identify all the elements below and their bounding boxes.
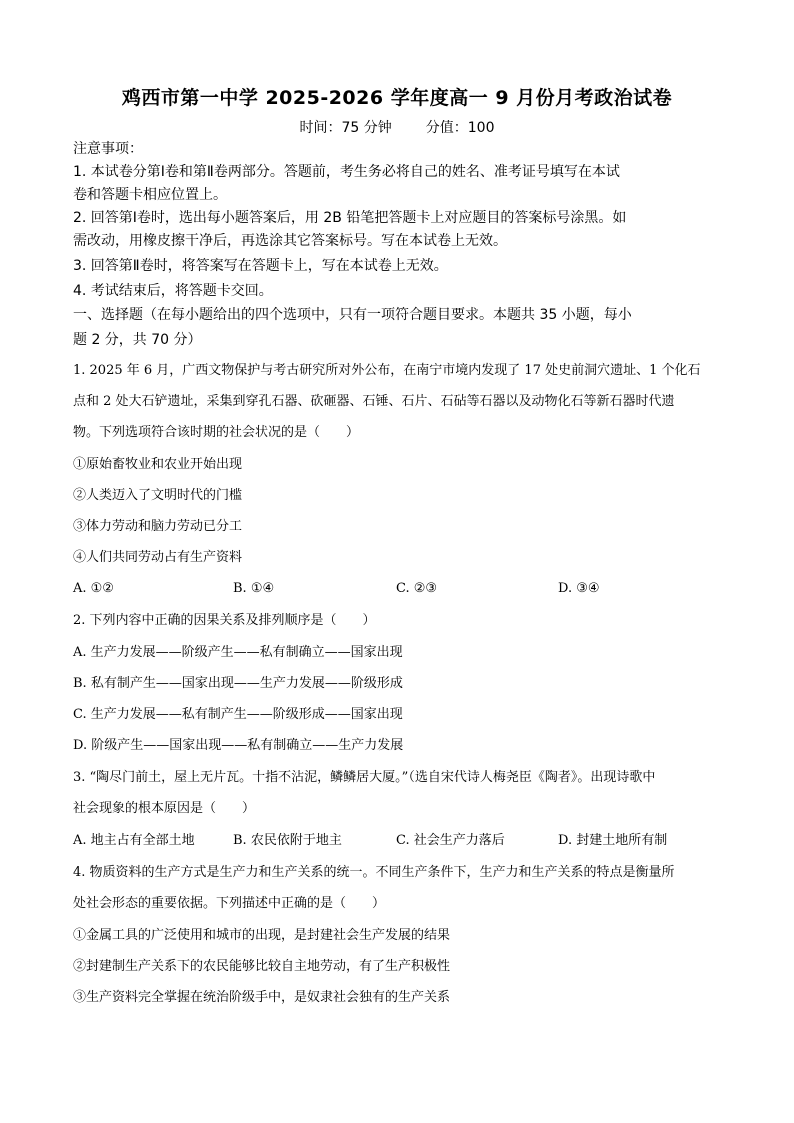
section-heading-cont: 题 2 分，共 70 分） <box>73 332 202 348</box>
q1-option-d: D. ③④ <box>558 581 600 596</box>
q2-stem: 2. 下列内容中正确的因果关系及排列顺序是（ ） <box>73 613 376 628</box>
section-heading: 一、选择题（在每小题给出的四个选项中，只有一项符合题目要求。本题共 35 小题，每小 <box>73 307 632 323</box>
q2-option-d: D. 阶级产生——国家出现——私有制确立——生产力发展 <box>73 738 404 753</box>
notes-heading: 注意事项： <box>73 141 143 157</box>
q4-item: ③生产资料完全掌握在统治阶级手中，是奴隶社会独有的生产关系 <box>73 990 451 1005</box>
note-line: 需改动，用橡皮擦干净后，再选涂其它答案标号。写在本试卷上无效。 <box>73 233 507 249</box>
note-line: 4. 考试结束后，将答题卡交回。 <box>73 283 273 299</box>
q4-stem: 4. 物质资料的生产方式是生产力和生产关系的统一。不同生产条件下，生产力和生产关系的特点是衡量所 <box>73 865 675 880</box>
q4-item: ①金属工具的广泛使用和城市的出现，是封建社会生产发展的结果 <box>73 928 451 943</box>
q1-stem: 物。下列选项符合该时期的社会状况的是（ ） <box>73 425 360 440</box>
exam-meta <box>0 117 794 137</box>
q1-item: ④人们共同劳动占有生产资料 <box>73 550 243 565</box>
q1-stem: 点和 2 处大石铲遗址，采集到穿孔石器、砍砸器、石锤、石片、石砧等石器以及动物化石等新石器时代遗 <box>73 394 675 409</box>
q2-option-c: C. 生产力发展——私有制产生——阶级形成——国家出现 <box>73 707 403 722</box>
q3-option-b: B. 农民依附于地主 <box>233 833 342 848</box>
page-title: 鸡西市第一中学 2025-2026 学年度高一 9 月份月考政治试卷 <box>121 87 673 109</box>
q2-option-a: A. 生产力发展——阶级产生——私有制确立——国家出现 <box>73 645 403 660</box>
q3-option-d: D. 封建土地所有制 <box>558 833 668 848</box>
exam-time: 时间：75 分钟 <box>299 120 392 136</box>
note-line: 卷和答题卡相应位置上。 <box>73 187 227 203</box>
exam-score: 分值：100 <box>425 120 495 136</box>
q3-stem: 3. “陶尽门前土，屋上无片瓦。十指不沾泥，鳞鳞居大厦。”（选自宋代诗人梅尧臣《陶者》。出现诗歌中 <box>73 770 656 785</box>
q3-option-a: A. 地主占有全部土地 <box>73 833 195 848</box>
note-line: 2. 回答第Ⅰ卷时，选出每小题答案后，用 2B 铅笔把答题卡上对应题目的答案标号涂黑。如 <box>73 210 627 226</box>
q1-item: ③体力劳动和脑力劳动已分工 <box>73 519 243 534</box>
q1-stem: 1. 2025 年 6 月，广西文物保护与考古研究所对外公布，在南宁市境内发现了 17 处史前洞穴遗址、1 个化石 <box>73 363 701 378</box>
q1-item: ②人类迈入了文明时代的门槛 <box>73 488 243 503</box>
q1-option-a: A. ①② <box>73 581 114 596</box>
note-line: 1. 本试卷分第Ⅰ卷和第Ⅱ卷两部分。答题前，考生务必将自己的姓名、准考证号填写在本试 <box>73 164 620 180</box>
note-line: 3. 回答第Ⅱ卷时，将答案写在答题卡上，写在本试卷上无效。 <box>73 258 448 274</box>
q1-option-b: B. ①④ <box>233 581 275 596</box>
q4-item: ②封建制生产关系下的农民能够比较自主地劳动，有了生产积极性 <box>73 959 451 974</box>
q1-option-c: C. ②③ <box>396 581 438 596</box>
q4-stem: 处社会形态的重要依据。下列描述中正确的是（ ） <box>73 896 386 911</box>
q3-option-c: C. 社会生产力落后 <box>396 833 505 848</box>
q2-option-b: B. 私有制产生——国家出现——生产力发展——阶级形成 <box>73 676 403 691</box>
q1-item: ①原始畜牧业和农业开始出现 <box>73 457 243 472</box>
q3-stem: 社会现象的根本原因是（ ） <box>73 801 256 816</box>
